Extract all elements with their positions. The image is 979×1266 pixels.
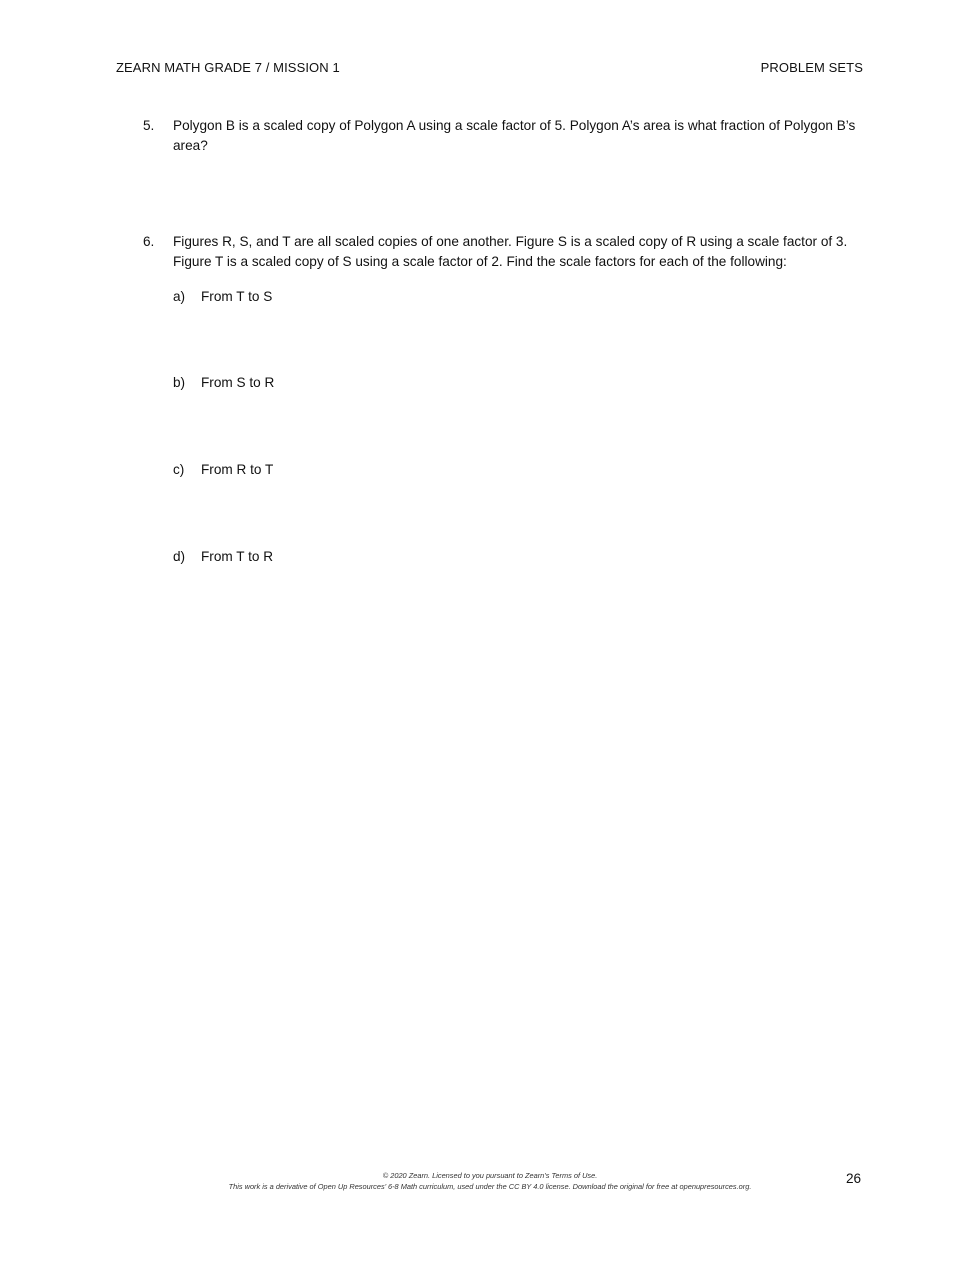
problem-6-part-d: [173, 547, 273, 567]
part-text: From R to T: [201, 462, 274, 477]
problem-6-part-c: [173, 460, 273, 480]
part-text: From T to S: [201, 289, 273, 304]
problem-number: 6.: [143, 234, 155, 249]
footer-copyright: © 2020 Zearn. Licensed to you pursuant to Zearn’s Terms of Use.: [382, 1171, 598, 1180]
header-title: ZEARN MATH GRADE 7 / MISSION 1: [116, 60, 340, 75]
part-letter: a): [173, 289, 186, 304]
problem-text: Figures R, S, and T are all scaled copies of one another. Figure S is a scaled copy of R using a scale factor of 3. Figure T is a scaled copy of S using a scale factor of 2. Find the scale factors for each of the following:: [173, 234, 848, 269]
problem-text: Polygon B is a scaled copy of Polygon A using a scale factor of 5. Polygon A’s area is what fraction of Polygon B’s area?: [173, 118, 856, 153]
problem-6-part-a: [173, 287, 272, 307]
page-number: 26: [846, 1171, 862, 1186]
part-letter: d): [173, 549, 186, 564]
part-text: From T to R: [201, 549, 274, 564]
problem-6-part-b: [173, 373, 274, 393]
footer-attribution: This work is a derivative of Open Up Resources’ 6-8 Math curriculum, used under the CC BY 4.0 license. Download the original for free at openupresources.org.: [228, 1182, 752, 1191]
problem-number: 5.: [143, 118, 155, 133]
header-section: PROBLEM SETS: [760, 60, 863, 75]
footer-license: [160, 1170, 820, 1192]
part-text: From S to R: [201, 375, 275, 390]
problem-5: [143, 116, 868, 155]
part-letter: c): [173, 462, 185, 477]
part-letter: b): [173, 375, 186, 390]
problem-6: [143, 232, 868, 271]
